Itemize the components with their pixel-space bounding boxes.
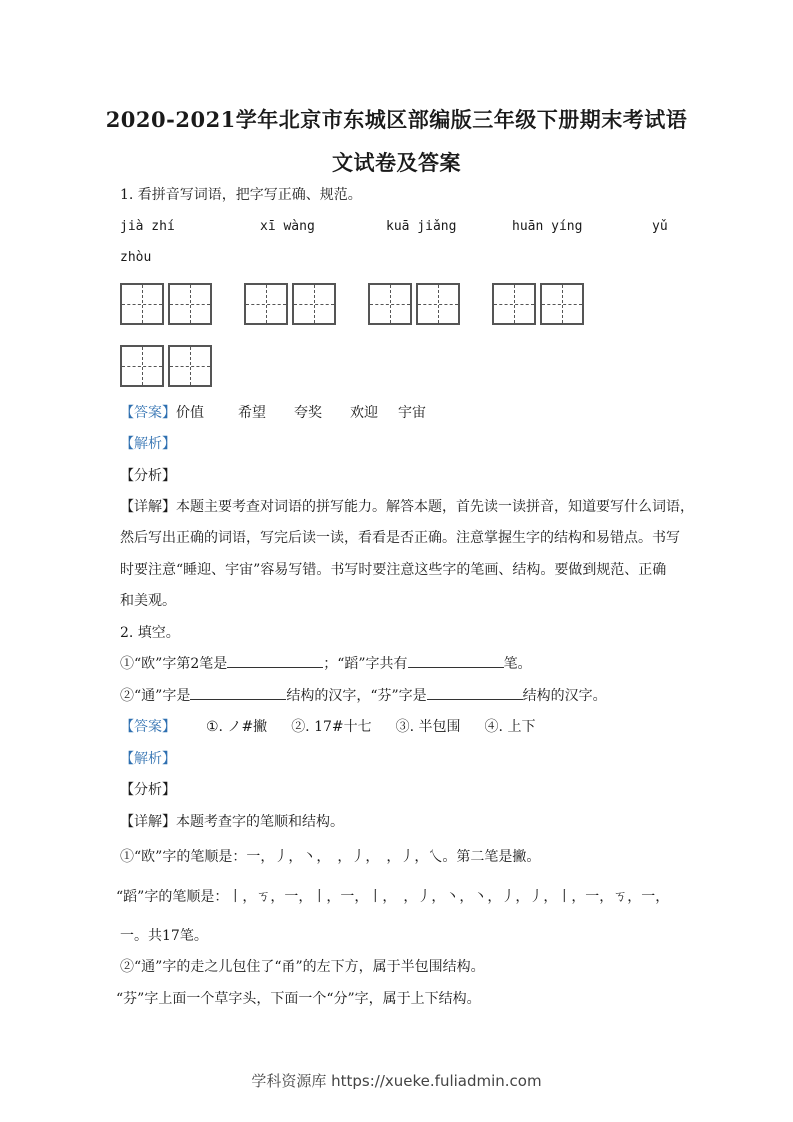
pinyin-4: huān yíng [512,219,583,234]
writing-box [492,283,536,325]
q1-prompt: 1. 看拼音写词语，把字写正确、规范。 [120,187,362,203]
answer-word: 价值 [176,405,204,421]
q1-detail-line: 然后写出正确的词语，写完后读一读，看看是否正确。注意掌握生字的结构和易错点。书写 [120,530,680,546]
pinyin-5: yǔ [652,219,668,234]
answer-word: 宇宙 [398,405,426,421]
q2-jiexi-tag: 【解析】 [120,751,176,767]
q2-detail-line: “芬”字上面一个草字头，下面一个“分”字，属于上下结构。 [116,991,481,1007]
answer-word: 欢迎 [350,405,378,421]
q2-prompt: 2. 填空。 [120,625,180,641]
pinyin-2: xī wàng [260,219,315,234]
fill-blank [408,654,504,668]
q2-detail-line: 一。共17笔。 [120,928,208,944]
q1-fenxi-tag: 【分析】 [120,468,176,484]
q2-detail-line: ②“通”字的走之儿包住了“甬”的左下方，属于半包围结构。 [120,959,485,975]
q1-answer [120,403,426,423]
writing-box [540,283,584,325]
writing-box [168,283,212,325]
q1-jiexi-tag: 【解析】 [120,436,176,452]
writing-box [168,345,212,387]
detail-tag: 【详解】 [120,814,176,830]
answer-tag: 【答案】 [120,719,176,735]
answer-word: 希望 [238,405,266,421]
writing-box [416,283,460,325]
q1-detail-line: 和美观。 [120,593,176,609]
pinyin-3: kuā jiǎng [386,219,457,234]
page-title-line-2: 文试卷及答案 [332,150,461,175]
q2-line-1: ①“欧”字第2笔是 ；“蹈”字共有 笔。 [120,656,532,672]
writing-box [120,283,164,325]
fill-blank [427,686,523,700]
q2-answer: 【答案】 ①. ノ#撇 ②. 17#十七 ③. 半包围 ④. 上下 [120,719,536,735]
writing-box [120,345,164,387]
fill-blank [190,686,286,700]
writing-box [292,283,336,325]
page-title-line-1: 2020-2021学年北京市东城区部编版三年级下册期末考试语 [105,107,688,132]
answer-word: 夸奖 [294,405,322,421]
q2-fenxi-tag: 【分析】 [120,782,176,798]
answer-tag: 【答案】 [120,405,176,421]
writing-box [368,283,412,325]
detail-tag: 【详解】 [120,499,176,515]
q2-detail-line: “蹈”字的笔顺是：丨，ㄎ，一，丨，一，丨， ，丿，丶，丶，丿，丿，丨，一，ㄎ，一， [116,889,670,905]
pinyin-6: zhòu [120,250,152,265]
q2-detail-line: 【详解】本题考查字的笔顺和结构。 [120,814,344,830]
q2-line-2: ②“通”字是 结构的汉字，“芬”字是 结构的汉字。 [120,688,607,704]
fill-blank [227,654,323,668]
q1-detail-line: 【详解】本题主要考查对词语的拼写能力。解答本题，首先读一读拼音，知道要写什么词语， [120,499,694,515]
q2-detail-line: ①“欧”字的笔顺是：一，丿，丶， ，丿， ，丿，乀。第二笔是撇。 [120,849,541,865]
writing-box [244,283,288,325]
pinyin-1: jià zhí [120,219,175,234]
q1-detail-line: 时要注意“睡迎、宇宙”容易写错。书写时要注意这些字的笔画、结构。要做到规范、正确 [120,562,667,578]
footer-watermark: 学科资源库 https://xueke.fuliadmin.com [251,1072,542,1090]
